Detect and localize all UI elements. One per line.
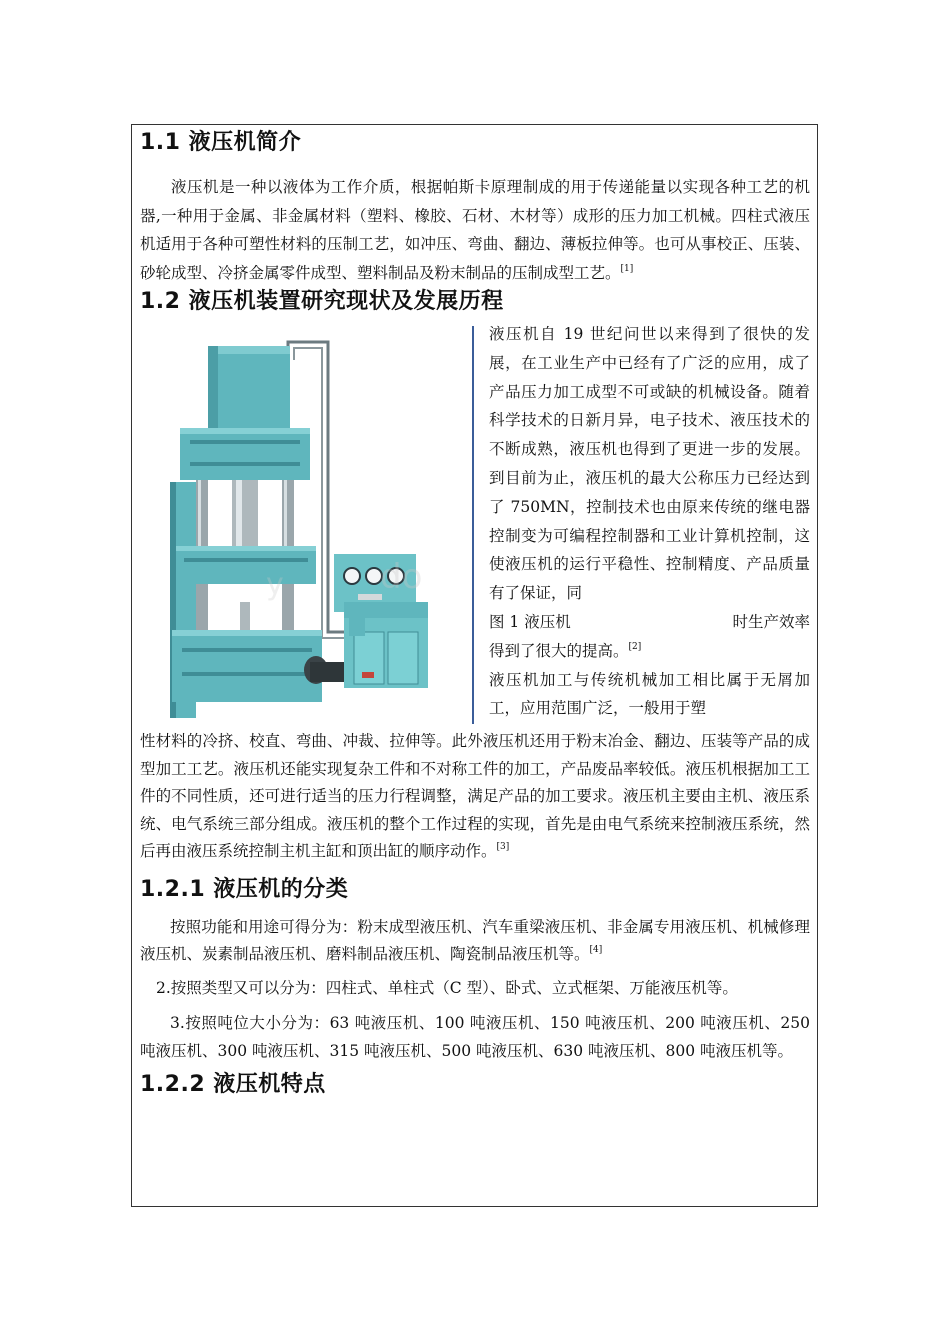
side-paragraph-2: 液压机加工与传统机械加工相比属于无屑加工，应用范围广泛，一般用于塑: [489, 670, 810, 718]
document-content: [140, 125, 810, 1101]
side-paragraph-end: [489, 637, 810, 666]
svg-text:y: y: [266, 567, 284, 602]
section-1-1-text: 液压机是一种以液体为工作介质，根据帕斯卡原理制成的用于传递能量以实现各种工艺的机器,一种用于金属、非金属材料（塑料、橡胶、石材、木材等）成形的压力加工机械。四柱式液压机适用于各种可塑性材料的压制工艺，如冲压、弯曲、翻边、薄板拉伸等。也可从事校正、压装、砂轮成型、冷挤金属零件成型、塑料制品及粉末制品的压制成型工艺。: [140, 178, 810, 282]
section-1-2-paragraph: [140, 728, 810, 866]
section-1-1-heading: 1.1 液压机简介: [140, 130, 302, 155]
caption-tail: 时生产效率: [732, 612, 810, 631]
classification-2: 2.按照类型又可以分为：四柱式、单柱式（C 型）、卧式、立式框架、万能液压机等。: [156, 978, 738, 997]
side-paragraph: 液压机自 19 世纪问世以来得到了很快的发展，在工业生产中已经有了广泛的应用，成了产品压力加工成型不可或缺的机械设备。随着科学技术的日新月异，电子技术、液压技术的不断成熟，液压机也得到了更进一步的发展。到目前为止，液压机的最大公称压力已经达到了 750MN，控制技术也由原来传统的继电器控制变为可编程控制器和工业计算机控制，这使液压机的运行平稳性、控制精度、产品质量有了保证，同: [489, 325, 810, 603]
citation-2: [2]: [628, 641, 642, 652]
section-1-2-1-heading: 1.2.1 液压机的分类: [140, 876, 349, 902]
hydraulic-press-icon: [148, 332, 468, 718]
caption-row: [489, 608, 810, 637]
document-frame: [131, 124, 818, 1207]
section-1-2-heading: 1.2 液压机装置研究现状及发展历程: [140, 289, 504, 314]
citation-4: [4]: [589, 945, 603, 955]
figure-caption: 图 1 液压机: [489, 612, 571, 631]
classification-1-text: 按照功能和用途可得分为：粉末成型液压机、汽车重梁液压机、非金属专用液压机、机械修理液压机、炭素制品液压机、磨料制品液压机、陶瓷制品液压机等。: [140, 917, 810, 963]
svg-text:do: do: [380, 557, 423, 597]
figure-with-text: [140, 318, 810, 728]
classification-1: [140, 914, 810, 969]
side-end-text: 得到了很大的提高。: [489, 641, 629, 660]
section-1-1-paragraph: [140, 173, 810, 287]
section-1-2-2-heading: 1.2.2 液压机特点: [140, 1072, 326, 1097]
side-text: [489, 320, 810, 723]
section-1-2-text: 性材料的冷挤、校直、弯曲、冲裁、拉伸等。此外液压机还用于粉末冶金、翻边、压装等产品的成型加工工艺。液压机还能实现复杂工件和不对称工件的加工，产品废品率较低。液压机根据加工工件的不同性质，还可进行适当的压力行程调整，满足产品的加工要求。液压机主要由主机、液压系统、电气系统三部分组成。液压机的整个工作过程的实现，首先是由电气系统来控制液压系统，然后再由液压系统控制主机主缸和顶出缸的顺序动作。: [140, 732, 810, 860]
classification-3: 3.按照吨位大小分为：63 吨液压机、100 吨液压机、150 吨液压机、200 吨液压机、250 吨液压机、300 吨液压机、315 吨液压机、500 吨液压机、630 吨液压机、800 吨液压机等。: [140, 1014, 810, 1060]
citation-1: [1]: [620, 263, 634, 274]
citation-3: [3]: [496, 842, 510, 852]
column-divider: [472, 326, 474, 724]
